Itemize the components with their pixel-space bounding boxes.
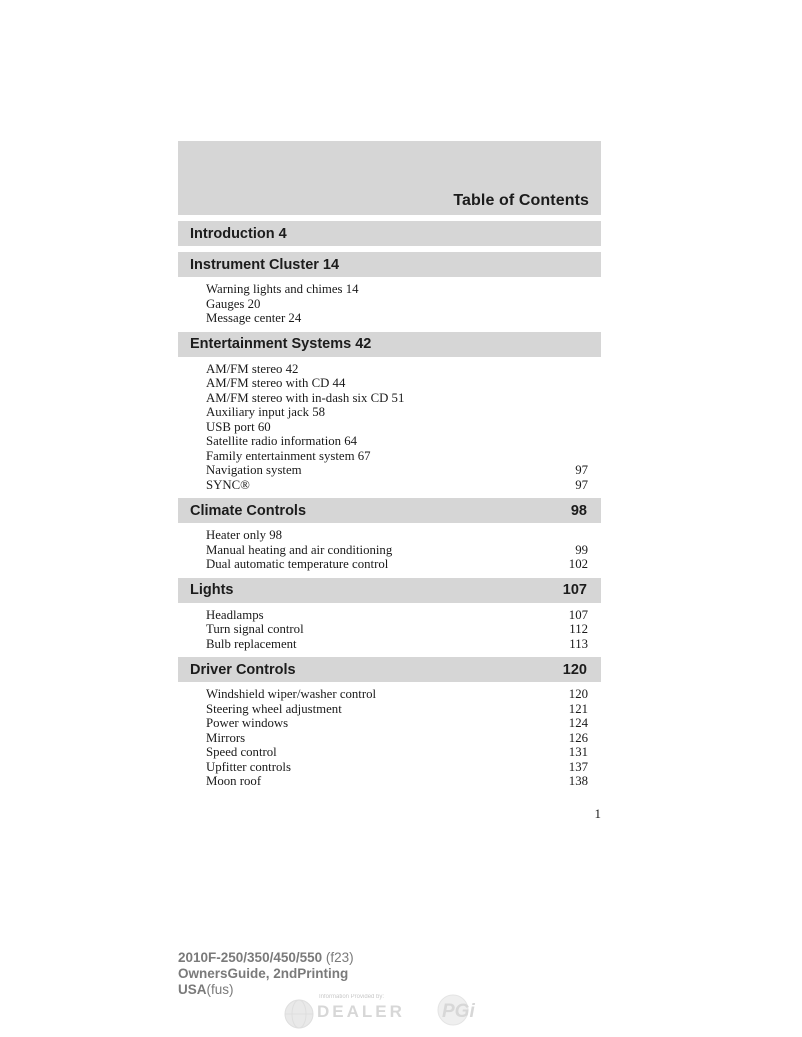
toc-entry — [206, 391, 588, 406]
toc-entry — [206, 282, 588, 297]
toc-entry — [206, 405, 588, 420]
entry-label: USB port 60 — [206, 419, 271, 434]
section-label: Instrument Cluster 14 — [190, 256, 340, 273]
toc-entry — [206, 745, 588, 760]
entry-label: SYNC® — [206, 477, 250, 492]
toc-section-heading — [178, 252, 601, 277]
entry-page: 131 — [568, 745, 588, 759]
entry-label: Navigation system — [206, 463, 302, 477]
entry-label: Satellite radio information 64 — [206, 434, 358, 448]
entry-label: Power windows — [206, 716, 289, 730]
entry-page: 102 — [568, 557, 588, 571]
entry-page: 120 — [568, 687, 588, 701]
toc-header-bar — [178, 141, 601, 215]
section-label: Climate Controls — [190, 502, 307, 519]
entry-page: 112 — [569, 622, 588, 636]
entry-label: Heater only 98 — [206, 528, 283, 542]
entry-label: Bulb replacement — [206, 636, 297, 651]
toc-entry — [206, 311, 588, 326]
entry-label: Auxiliary input jack 58 — [206, 405, 326, 419]
watermark-pgi-logo: PGi — [442, 1001, 475, 1022]
entry-label: Steering wheel adjustment — [206, 701, 342, 716]
toc-section-heading — [178, 657, 601, 682]
page-number: 1 — [594, 806, 601, 821]
footer-model: 2010F-250/350/450/550 — [178, 950, 323, 965]
entry-page: 107 — [568, 607, 588, 622]
entry-page: 124 — [568, 716, 588, 730]
toc-entry — [206, 376, 588, 391]
toc-entry — [206, 716, 588, 731]
section-label: Introduction 4 — [190, 225, 287, 242]
toc-section-heading — [178, 578, 601, 603]
section-page: 107 — [562, 582, 587, 598]
entry-page: 121 — [568, 701, 588, 716]
toc-entry — [206, 760, 588, 775]
toc-entry — [206, 774, 588, 789]
section-label: Entertainment Systems 42 — [190, 336, 372, 352]
entry-page: 126 — [568, 730, 588, 745]
section-page: 120 — [562, 661, 587, 678]
toc-entry — [206, 478, 588, 493]
toc-entry — [206, 528, 588, 543]
toc-entry — [206, 434, 588, 449]
toc-section-heading — [178, 332, 601, 357]
toc-section-heading — [178, 498, 601, 523]
toc-entry — [206, 463, 588, 478]
entry-page: 97 — [575, 477, 588, 492]
toc-entry — [206, 687, 588, 702]
footer-market-code: (fus) — [206, 982, 234, 997]
entry-page: 97 — [575, 463, 588, 477]
section-label: Driver Controls — [190, 661, 296, 678]
section-label: Lights — [190, 582, 234, 598]
footer-model-code: (f23) — [322, 950, 354, 965]
toc-entry — [206, 637, 588, 652]
toc-entry — [206, 543, 588, 558]
toc-entry — [206, 608, 588, 623]
entry-label: Moon roof — [206, 774, 262, 788]
entry-label: AM/FM stereo with CD 44 — [206, 376, 346, 390]
watermark-provided-by: Information Provided by: — [319, 994, 385, 1000]
entry-page: 138 — [568, 774, 588, 788]
entry-label: Speed control — [206, 745, 277, 759]
toc-entry — [206, 420, 588, 435]
entry-page: 113 — [569, 636, 588, 651]
toc-entry — [206, 731, 588, 746]
toc-entry — [206, 297, 588, 312]
entry-page: 99 — [575, 542, 588, 557]
entry-label: Turn signal control — [206, 622, 304, 636]
footer-printing-line: OwnersGuide, 2ndPrinting — [178, 966, 349, 981]
table-of-contents — [178, 141, 601, 790]
entry-label: Manual heating and air conditioning — [206, 542, 393, 557]
watermark-dealer-logo: DEALER — [317, 1002, 405, 1021]
footer-model-line — [178, 950, 354, 966]
footer-edition-info — [178, 950, 354, 998]
footer-market: USA — [178, 982, 207, 997]
dealer-watermark — [282, 993, 522, 1029]
entry-label: Windshield wiper/washer control — [206, 687, 377, 701]
toc-section-heading — [178, 221, 601, 246]
entry-label: Gauges 20 — [206, 296, 261, 311]
toc-entry — [206, 702, 588, 717]
toc-entry-list — [178, 687, 601, 789]
entry-label: Warning lights and chimes 14 — [206, 282, 359, 296]
entry-label: Family entertainment system 67 — [206, 448, 371, 463]
toc-entry-list — [178, 608, 601, 652]
toc-entry — [206, 362, 588, 377]
entry-page: 137 — [568, 759, 588, 774]
entry-label: AM/FM stereo 42 — [206, 361, 299, 376]
entry-label: Message center 24 — [206, 311, 302, 325]
entry-label: Dual automatic temperature control — [206, 557, 389, 571]
toc-entry-list — [178, 362, 601, 493]
toc-title: Table of Contents — [453, 192, 589, 209]
toc-entry-list — [178, 528, 601, 572]
toc-sections — [178, 221, 601, 789]
entry-label: Upfitter controls — [206, 759, 291, 774]
entry-label: AM/FM stereo with in-dash six CD 51 — [206, 390, 405, 405]
toc-entry — [206, 557, 588, 572]
toc-entry — [206, 449, 588, 464]
entry-label: Mirrors — [206, 730, 246, 745]
section-page: 98 — [570, 502, 587, 519]
entry-label: Headlamps — [206, 607, 264, 622]
toc-entry-list — [178, 282, 601, 326]
toc-entry — [206, 622, 588, 637]
